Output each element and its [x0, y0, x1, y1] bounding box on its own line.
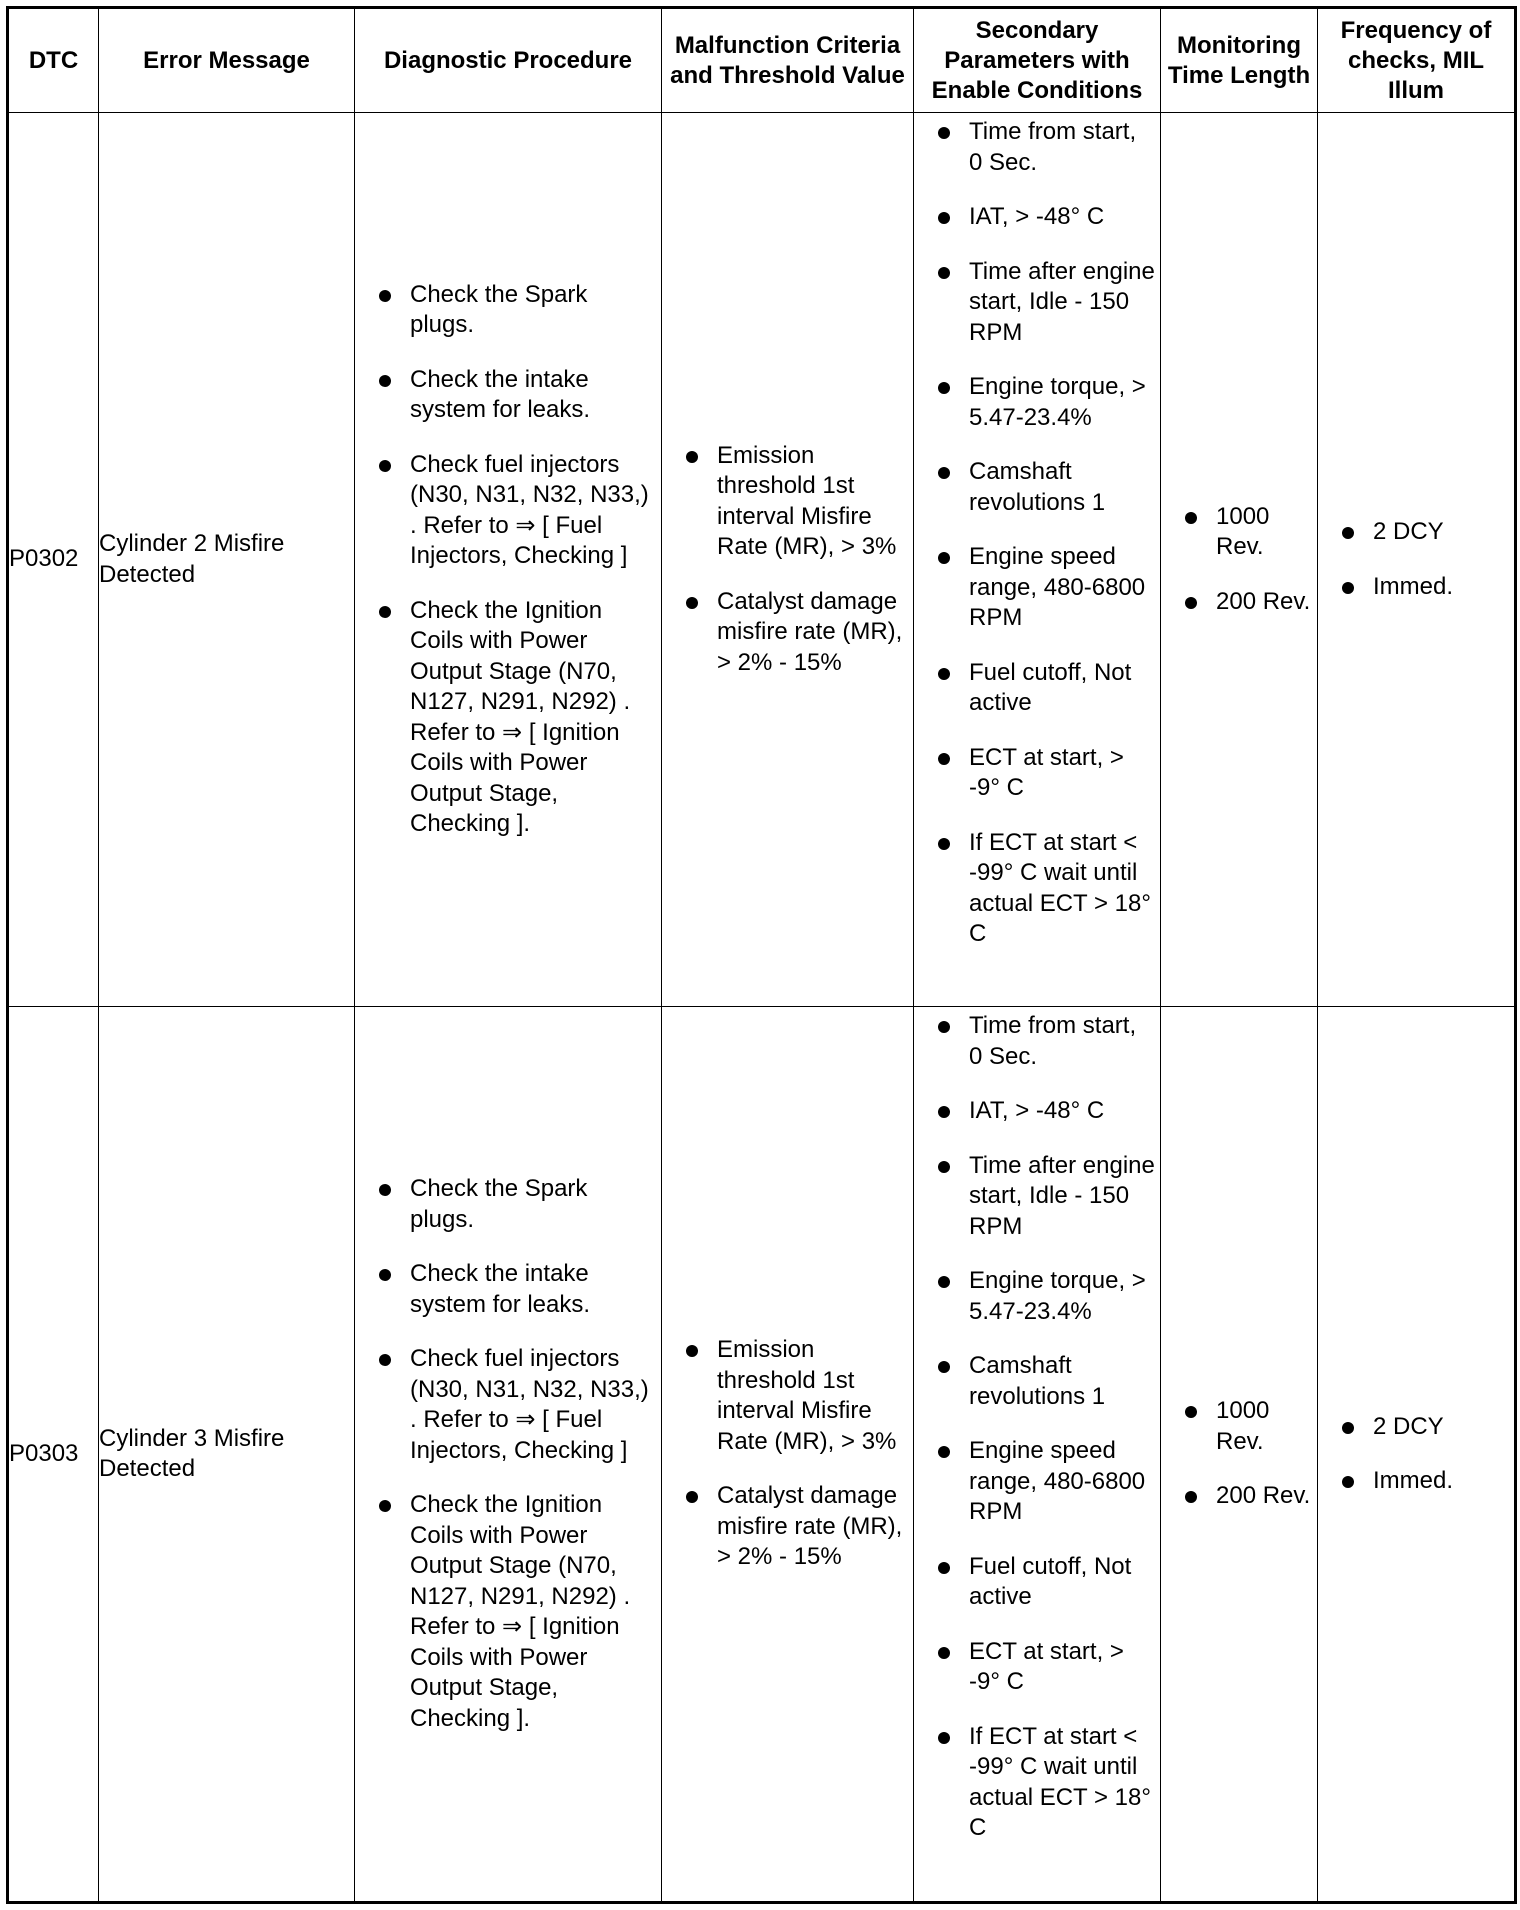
- table-row: [8, 1007, 1516, 1903]
- frequency-item: [1373, 1412, 1510, 1443]
- frequency-item: [1373, 1466, 1510, 1497]
- bullet-icon: [379, 1500, 391, 1512]
- bullet-icon: [938, 668, 950, 680]
- bullet-icon: [938, 552, 950, 564]
- bullet-icon: [379, 460, 391, 472]
- parameter-item: [969, 658, 1156, 719]
- parameter-item-text: Camshaft revolutions 1: [969, 1352, 1106, 1410]
- frequency-cell: [1318, 113, 1516, 1007]
- procedure-step: [410, 1344, 653, 1466]
- bullet-icon: [686, 1345, 698, 1357]
- parameter-item-text: Time after engine start, Idle - 150 RPM: [969, 1151, 1155, 1240]
- bullet-icon: [938, 1021, 950, 1033]
- bullet-icon: [938, 212, 950, 224]
- frequency-item: [1373, 572, 1510, 603]
- parameter-item-text: Engine speed range, 480-6800 RPM: [969, 543, 1146, 631]
- procedure-step: [410, 1174, 653, 1235]
- bullet-icon: [379, 1184, 391, 1196]
- procedure-step-text: Check fuel injectors (N30, N31, N32, N33,) . Refer to ⇒ [ Fuel Injectors, Checking ]: [410, 1345, 649, 1464]
- parameter-item: [969, 1552, 1156, 1613]
- monitoring-item-list: [1161, 1396, 1317, 1512]
- parameter-item: [969, 542, 1156, 634]
- bullet-icon: [938, 838, 950, 850]
- criteria-item-text: Catalyst damage misfire rate (MR), > 2% - 15%: [717, 587, 903, 676]
- bullet-icon: [938, 1276, 950, 1288]
- dtc-code: P0303: [8, 1007, 99, 1903]
- bullet-icon: [938, 1106, 950, 1118]
- procedure-step-list: [355, 280, 661, 840]
- parameter-item-text: Engine torque, > 5.47-23.4%: [969, 1267, 1146, 1325]
- parameter-item-list: [914, 1007, 1160, 1844]
- monitoring-item: [1216, 587, 1313, 618]
- parameter-item-text: Time after engine start, Idle - 150 RPM: [969, 257, 1155, 346]
- bullet-icon: [1342, 1476, 1354, 1488]
- header-error-message: Error Message: [99, 8, 355, 113]
- bullet-icon: [938, 267, 950, 279]
- procedure-step-text: Check the Spark plugs.: [410, 280, 588, 339]
- bullet-icon: [938, 1732, 950, 1744]
- parameter-item-text: Fuel cutoff, Not active: [969, 1552, 1132, 1611]
- procedure-step-text: Check the Ignition Coils with Power Output Stage (N70, N127, N291, N292) . Refer to ⇒ [ Ignition Coils with Power Output Stage, Checking ].: [410, 596, 631, 838]
- malfunction-criteria-cell: [662, 113, 914, 1007]
- frequency-item-list: [1318, 1412, 1514, 1497]
- monitoring-item: [1216, 1396, 1313, 1457]
- parameter-item-text: Engine torque, > 5.47-23.4%: [969, 373, 1146, 431]
- parameter-item: [969, 1096, 1156, 1127]
- criteria-item-list: [662, 441, 913, 679]
- procedure-step-text: Check fuel injectors (N30, N31, N32, N33,) . Refer to ⇒ [ Fuel Injectors, Checking ]: [410, 450, 649, 570]
- bullet-icon: [379, 1269, 391, 1281]
- procedure-step-text: Check the intake system for leaks.: [410, 1260, 591, 1318]
- frequency-item-text: Immed.: [1373, 572, 1454, 600]
- criteria-item-text: Emission threshold 1st interval Misfire Rate (MR), > 3%: [717, 441, 897, 561]
- frequency-item-text: Immed.: [1373, 1467, 1454, 1495]
- bullet-icon: [938, 1647, 950, 1659]
- bullet-icon: [379, 290, 391, 302]
- bullet-icon: [1342, 582, 1354, 594]
- parameter-item: [969, 1151, 1156, 1243]
- monitoring-time-cell: [1161, 113, 1318, 1007]
- procedure-step: [410, 450, 653, 572]
- criteria-item: [717, 1481, 909, 1573]
- bullet-icon: [938, 1161, 950, 1173]
- parameter-item-text: Camshaft revolutions 1: [969, 458, 1106, 516]
- parameter-item: [969, 1637, 1156, 1698]
- parameter-item: [969, 1266, 1156, 1327]
- parameter-item-text: If ECT at start < -99° C wait until actual ECT > 18° C: [969, 828, 1151, 947]
- header-monitoring-time: Monitoring Time Length: [1161, 8, 1318, 113]
- table-body: [8, 113, 1516, 1903]
- monitoring-item-list: [1161, 502, 1317, 618]
- frequency-item-list: [1318, 517, 1514, 602]
- parameter-item-text: ECT at start, > -9° C: [969, 1637, 1124, 1696]
- secondary-parameters-cell: [914, 1007, 1161, 1903]
- procedure-step: [410, 596, 653, 840]
- parameter-item-text: Fuel cutoff, Not active: [969, 658, 1132, 716]
- malfunction-criteria-cell: [662, 1007, 914, 1903]
- bullet-icon: [379, 375, 391, 387]
- bullet-icon: [938, 753, 950, 765]
- parameter-item: [969, 1722, 1156, 1844]
- parameter-item: [969, 1351, 1156, 1412]
- criteria-item: [717, 1335, 909, 1457]
- bullet-icon: [1342, 1422, 1354, 1434]
- criteria-item: [717, 441, 909, 563]
- bullet-icon: [938, 467, 950, 479]
- header-dtc: DTC: [8, 8, 99, 113]
- parameter-item-list: [914, 113, 1160, 950]
- monitoring-item-text: 200 Rev.: [1216, 587, 1311, 615]
- bullet-icon: [938, 1562, 950, 1574]
- parameter-item-text: Engine speed range, 480-6800 RPM: [969, 1437, 1146, 1526]
- bullet-icon: [1185, 1406, 1197, 1418]
- procedure-step-text: Check the Spark plugs.: [410, 1175, 588, 1233]
- monitoring-item: [1216, 502, 1313, 563]
- monitoring-item-text: 200 Rev.: [1216, 1482, 1311, 1510]
- procedure-step: [410, 280, 653, 341]
- header-diagnostic-procedure: Diagnostic Procedure: [355, 8, 662, 113]
- parameter-item-text: ECT at start, > -9° C: [969, 743, 1124, 801]
- error-message: Cylinder 3 Misfire Detected: [99, 1007, 355, 1903]
- bullet-icon: [686, 451, 698, 463]
- monitoring-item-text: 1000 Rev.: [1216, 502, 1270, 561]
- bullet-icon: [938, 1361, 950, 1373]
- bullet-icon: [1185, 512, 1197, 524]
- bullet-icon: [379, 1354, 391, 1366]
- diagnostic-procedure-cell: [355, 113, 662, 1007]
- parameter-item-text: IAT, > -48° C: [969, 203, 1105, 230]
- error-message: Cylinder 2 Misfire Detected: [99, 113, 355, 1007]
- procedure-step: [410, 365, 653, 426]
- parameter-item-text: Time from start, 0 Sec.: [969, 118, 1137, 176]
- parameter-item: [969, 743, 1156, 804]
- bullet-icon: [1185, 1491, 1197, 1503]
- monitoring-time-cell: [1161, 1007, 1318, 1903]
- bullet-icon: [1342, 527, 1354, 539]
- header-row: [8, 8, 1516, 113]
- frequency-item-text: 2 DCY: [1373, 1412, 1444, 1440]
- parameter-item: [969, 202, 1156, 233]
- parameter-item-text: Time from start, 0 Sec.: [969, 1012, 1137, 1070]
- secondary-parameters-cell: [914, 113, 1161, 1007]
- bullet-icon: [938, 382, 950, 394]
- criteria-item-list: [662, 1335, 913, 1573]
- bullet-icon: [379, 606, 391, 618]
- dtc-table: [6, 6, 1517, 1904]
- header-malfunction-criteria: Malfunction Criteria and Threshold Value: [662, 8, 914, 113]
- header-secondary-parameters: Secondary Parameters with Enable Conditions: [914, 8, 1161, 113]
- criteria-item-text: Catalyst damage misfire rate (MR), > 2% - 15%: [717, 1482, 903, 1571]
- bullet-icon: [938, 127, 950, 139]
- parameter-item: [969, 1436, 1156, 1528]
- parameter-item: [969, 828, 1156, 950]
- parameter-item: [969, 1011, 1156, 1072]
- bullet-icon: [1185, 597, 1197, 609]
- frequency-item: [1373, 517, 1510, 548]
- bullet-icon: [686, 597, 698, 609]
- header-frequency: Frequency of checks, MIL Illum: [1318, 8, 1516, 113]
- parameter-item-text: If ECT at start < -99° C wait until actual ECT > 18° C: [969, 1722, 1151, 1842]
- parameter-item: [969, 457, 1156, 518]
- monitoring-item: [1216, 1481, 1313, 1512]
- parameter-item: [969, 372, 1156, 433]
- procedure-step-list: [355, 1174, 661, 1734]
- diagnostic-procedure-cell: [355, 1007, 662, 1903]
- procedure-step: [410, 1259, 653, 1320]
- bullet-icon: [938, 1446, 950, 1458]
- parameter-item-text: IAT, > -48° C: [969, 1097, 1105, 1125]
- procedure-step-text: Check the Ignition Coils with Power Output Stage (N70, N127, N291, N292) . Refer to ⇒ [ Ignition Coils with Power Output Stage, Checking ].: [410, 1491, 631, 1732]
- parameter-item: [969, 117, 1156, 178]
- table-row: [8, 113, 1516, 1007]
- monitoring-item-text: 1000 Rev.: [1216, 1397, 1270, 1455]
- criteria-item-text: Emission threshold 1st interval Misfire Rate (MR), > 3%: [717, 1336, 897, 1455]
- procedure-step-text: Check the intake system for leaks.: [410, 365, 591, 424]
- parameter-item: [969, 257, 1156, 349]
- dtc-code: P0302: [8, 113, 99, 1007]
- frequency-cell: [1318, 1007, 1516, 1903]
- bullet-icon: [686, 1491, 698, 1503]
- frequency-item-text: 2 DCY: [1373, 518, 1444, 546]
- procedure-step: [410, 1490, 653, 1734]
- criteria-item: [717, 587, 909, 679]
